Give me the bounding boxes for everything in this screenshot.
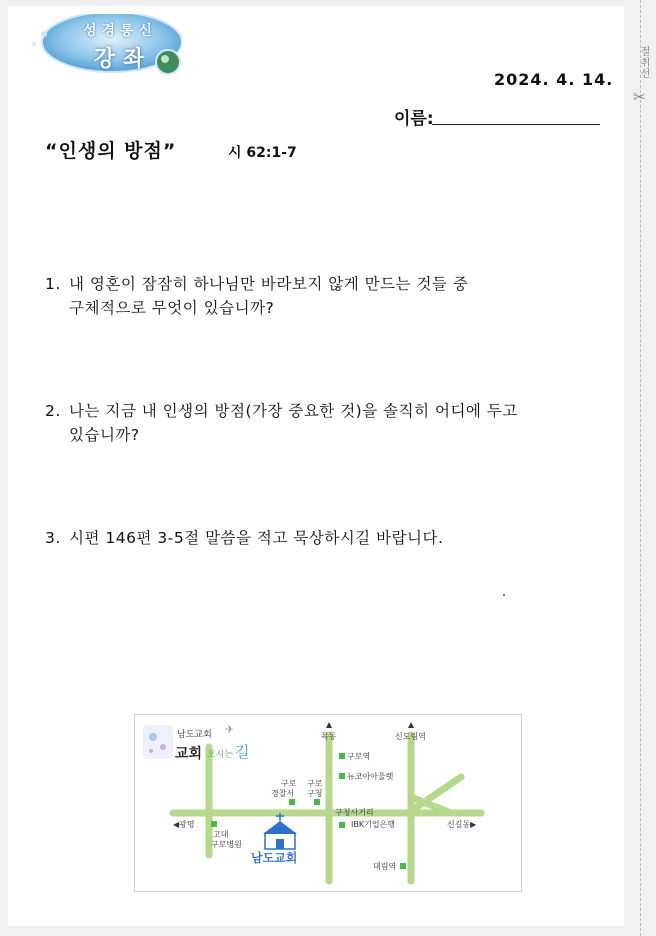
name-label: 이름: <box>394 109 434 129</box>
worksheet-date: 2024. 4. 14. <box>494 70 614 89</box>
question-3 <box>45 526 443 550</box>
map-church-small-label: 남도교회 <box>177 730 212 740</box>
airplane-icon: ✈ <box>225 723 235 736</box>
station-marker <box>339 773 345 779</box>
map-label-hospital-1: 고대 <box>213 830 229 839</box>
map-label-daerim: 대림역 <box>373 862 397 871</box>
map-label-mokdong: 목동 <box>321 732 337 741</box>
question-number: 2. <box>45 402 61 420</box>
question-number: 1. <box>45 275 61 293</box>
cut-line <box>640 0 641 936</box>
map-label-church: 남도교회 <box>251 851 298 865</box>
map-label-police-1: 구로 <box>281 779 297 788</box>
course-logo <box>20 14 182 86</box>
station-marker <box>211 821 217 827</box>
map-label-office-2: 구청 <box>307 789 323 798</box>
map-label-intersection: 구청사거리 <box>335 808 374 817</box>
map-label-ibk: IBK기업은행 <box>351 820 396 829</box>
map-label-singil: 신길동▶ <box>447 820 477 829</box>
sermon-title: “인생의 방점” <box>45 140 177 162</box>
logo-title: 강좌 <box>93 47 153 72</box>
map-label-police-2: 경찰서 <box>271 789 295 798</box>
map-label-sindorim: 신도림역 <box>395 732 426 741</box>
station-marker <box>314 799 320 805</box>
name-field-line <box>432 124 600 125</box>
map-heading-end: 길 <box>235 743 250 761</box>
question-number: 3. <box>45 529 61 547</box>
map-label-office-1: 구로 <box>307 779 323 788</box>
question-text: 시편 146편 3-5절 말씀을 적고 묵상하시길 바랍니다. <box>69 529 444 547</box>
question-text: 내 영혼이 잠잠히 하나님만 바라보지 않게 만드는 것들 중 <box>69 275 469 293</box>
scripture-reference: 시 62:1-7 <box>228 145 297 161</box>
directions-map <box>134 714 522 892</box>
scan-speck <box>503 594 505 596</box>
question-text: 나는 지금 내 인생의 방점(가장 중요한 것)을 솔직히 어디에 두고 <box>69 402 518 420</box>
question-1 <box>45 272 468 320</box>
station-marker <box>339 753 345 759</box>
question-text-cont: 구체적으로 무엇이 있습니까? <box>69 299 275 317</box>
scissors-icon: ✂ <box>633 88 646 106</box>
station-marker <box>289 799 295 805</box>
question-2 <box>45 399 518 447</box>
station-marker <box>339 822 345 828</box>
map-heading-main: 교회 <box>175 746 203 762</box>
map-label-newcore: 뉴코아아울렛 <box>347 772 394 781</box>
cut-line-label: 절취선 <box>638 46 649 79</box>
map-label-guro-station: 구로역 <box>347 752 371 761</box>
logo-subtitle: 성경통신 <box>82 23 158 39</box>
question-text-cont: 있습니까? <box>69 426 140 444</box>
map-label-gwangmyeong: ◀광명 <box>173 820 195 829</box>
map-label-hospital-2: 구로병원 <box>211 840 242 849</box>
map-heading-mid: 오시는 <box>207 750 234 760</box>
station-marker <box>400 863 406 869</box>
